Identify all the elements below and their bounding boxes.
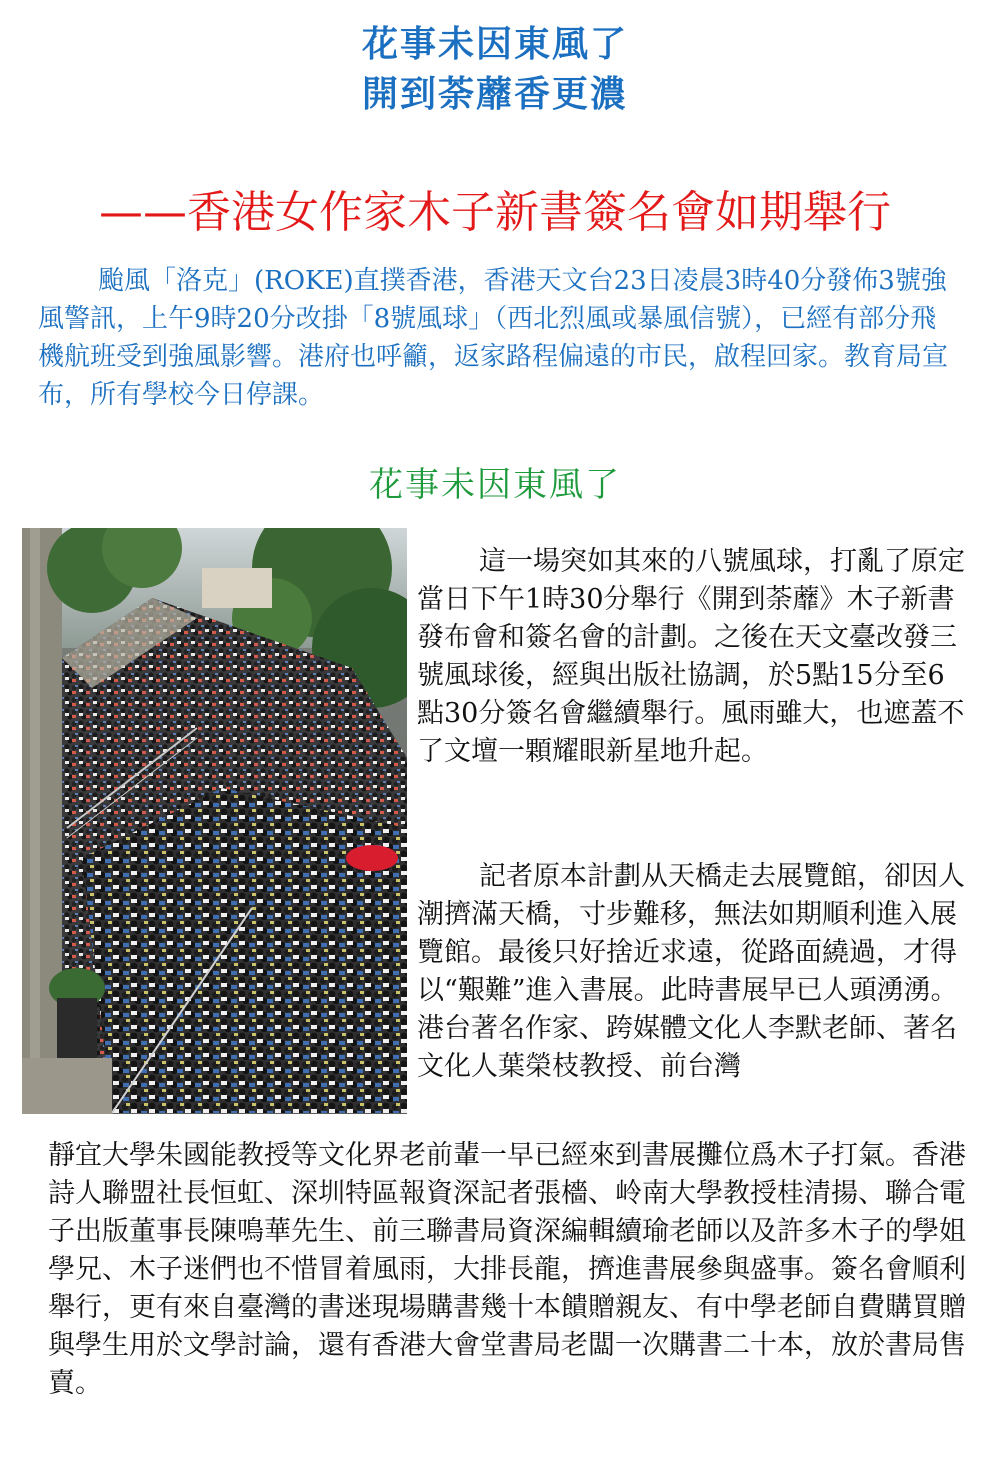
body-paragraph-1 (417, 543, 965, 771)
intro-paragraph (38, 262, 958, 414)
crowd-photo-icon (22, 528, 407, 1114)
body-paragraph-2-text: 記者原本計劃从天橋走去展覽館，卻因人潮擠滿天橋，寸步難移，無法如期順利進入展覽館。最後只好捨近求遠，從路面繞過，才得以“艱難”進入書展。此時書展早已人頭湧湧。港台著名作家、跨媒體文化人李默老師、著名文化人葉榮枝教授、前台灣 (417, 861, 965, 1082)
crowd-photo (22, 528, 407, 1114)
intro-text: 颱風「洛克」(ROKE)直撲香港，香港天文台23日凌晨3時40分發佈3號強風警訊，上午9時20分改掛「8號風球」（西北烈風或暴風信號），已經有部分飛機航班受到強風影響。港府也呼籲，返家路程偏遠的市民，啟程回家。教育局宣布，所有學校今日停課。 (38, 266, 949, 410)
body-paragraph-2 (417, 858, 965, 1086)
body-paragraph-2-continued: 靜宜大學朱國能教授等文化界老前輩一早已經來到書展攤位爲木子打氣。香港詩人聯盟社長恒虹、深圳特區報資深記者張檣、岭南大學教授桂清揚、聯合電子出版董事長陳鳴華先生、前三聯書局資深編輯續瑜老師以及許多木子的學姐學兄、木子迷們也不惜冒着風雨，大排長龍，擠進書展參與盛事。簽名會順利舉行，更有來自臺灣的書迷現場購書幾十本饋贈親友、有中學老師自費購買贈與學生用於文學討論，還有香港大會堂書局老闆一次購書二十本，放於書局售賣。 (48, 1140, 966, 1399)
headline-line-1: 花事未因東風了 (361, 24, 628, 65)
subtitle: ——香港女作家木子新書簽名會如期舉行 (99, 187, 891, 238)
body-paragraph-1-text: 這一場突如其來的八號風球，打亂了原定當日下午1時30分舉行《開到荼蘼》木子新書發布會和簽名會的計劃。之後在天文臺改發三號風球後，經與出版社協調，於5點15分至6點30分簽名會繼續舉行。風雨雖大，也遮蓋不了文壇一顆耀眼新星地升起。 (417, 546, 965, 767)
headline-line-2: 開到荼蘼香更濃 (361, 74, 628, 115)
section-heading: 花事未因東風了 (369, 465, 621, 505)
